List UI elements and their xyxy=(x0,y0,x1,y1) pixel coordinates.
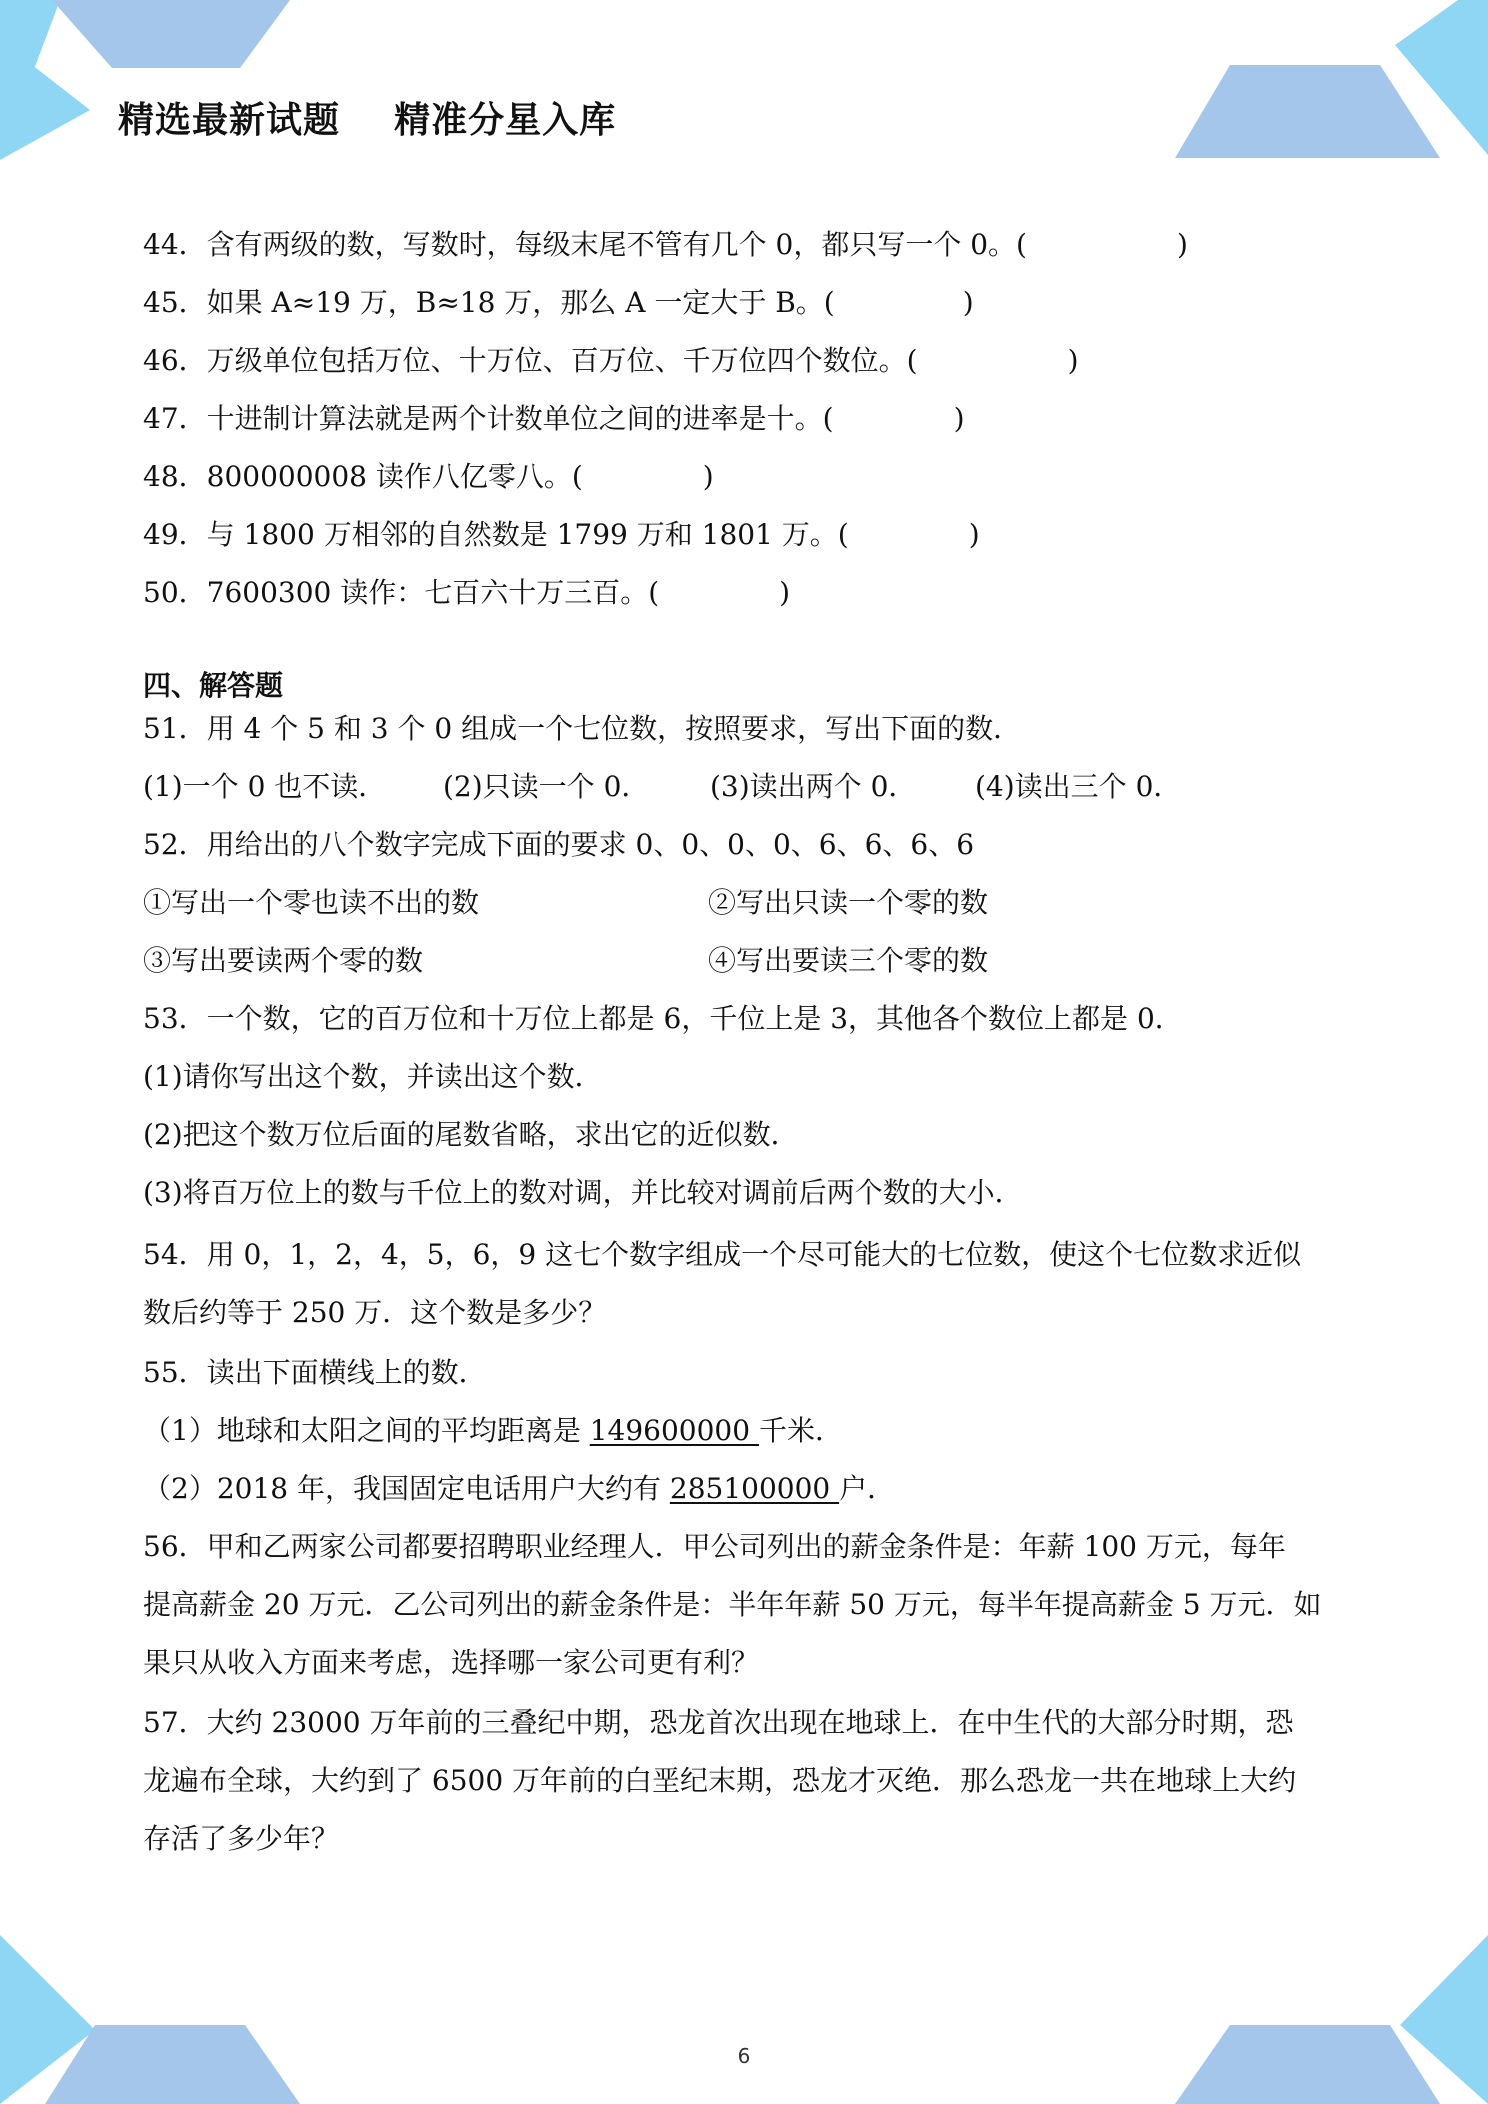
question-48 xyxy=(143,460,714,494)
question-part: (4)读出三个 0． xyxy=(975,770,1182,803)
question-57: 57．大约 23000 万年前的三叠纪中期，恐龙首次出现在地球上．在中生代的大部分时期，恐 xyxy=(143,1706,1294,1739)
question-part: ④写出要读三个零的数 xyxy=(708,944,989,977)
answer-bracket: ) xyxy=(702,460,714,493)
question-part: (1)一个 0 也不读． xyxy=(143,770,387,803)
underlined-number: 285100000 xyxy=(669,1472,840,1505)
question-52-parts xyxy=(143,944,1353,978)
question-text: 48．800000008 读作八亿零八。( xyxy=(143,460,583,493)
question-57-cont: 存活了多少年？ xyxy=(143,1822,340,1855)
question-part: ③写出要读两个零的数 xyxy=(143,944,424,977)
question-part: ①写出一个零也读不出的数 xyxy=(143,886,480,919)
answer-bracket: ) xyxy=(962,286,974,319)
question-46 xyxy=(143,344,1079,378)
question-part: (3)读出两个 0． xyxy=(710,770,917,803)
question-55-part1 xyxy=(143,1414,843,1448)
question-47 xyxy=(143,402,965,436)
answer-bracket: ) xyxy=(968,518,980,551)
question-text: 47．十进制计算法就是两个计数单位之间的进率是十。( xyxy=(143,402,834,435)
question-part-text: 千米． xyxy=(758,1414,843,1447)
question-55: 55．读出下面横线上的数． xyxy=(143,1356,487,1389)
underlined-number: 149600000 xyxy=(589,1414,759,1447)
question-part-text: 户． xyxy=(839,1472,896,1505)
question-51: 51．用 4 个 5 和 3 个 0 组成一个七位数，按照要求，写出下面的数． xyxy=(143,712,1022,745)
section-title: 四、解答题 xyxy=(143,669,284,702)
answer-bracket: ) xyxy=(779,576,791,609)
question-49 xyxy=(143,518,980,552)
question-51-parts xyxy=(143,770,1353,804)
question-52-parts xyxy=(143,886,1353,920)
question-part: (2)把这个数万位后面的尾数省略，求出它的近似数． xyxy=(143,1118,799,1151)
question-56-cont: 果只从收入方面来考虑，选择哪一家公司更有利？ xyxy=(143,1646,760,1679)
question-part-text: （1）地球和太阳之间的平均距离是 xyxy=(143,1414,590,1447)
question-56-cont: 提高薪金 20 万元．乙公司列出的薪金条件是：半年年薪 50 万元，每半年提高薪金 5 万元．如 xyxy=(143,1588,1322,1621)
answer-bracket: ) xyxy=(1177,228,1188,261)
question-part: (2)只读一个 0． xyxy=(443,770,650,803)
question-56: 56．甲和乙两家公司都要招聘职业经理人．甲公司列出的薪金条件是：年薪 100 万元，每年 xyxy=(143,1530,1286,1563)
header-title: 精选最新试题 精准分星入库 xyxy=(118,100,617,141)
question-text: 46．万级单位包括万位、十万位、百万位、千万位四个数位。( xyxy=(143,344,918,377)
page-number: 6 xyxy=(737,2044,751,2068)
question-50 xyxy=(143,576,790,610)
question-part: (1)请你写出这个数，并读出这个数． xyxy=(143,1060,603,1093)
question-text: 44．含有两级的数，写数时，每级末尾不管有几个 0，都只写一个 0。( xyxy=(143,228,1027,261)
question-text: 45．如果 A≈19 万，B≈18 万，那么 A 一定大于 B。( xyxy=(143,286,835,319)
question-45 xyxy=(143,286,974,320)
top-right-triangle-shape xyxy=(1395,0,1488,155)
top-right-trapezoid-shape xyxy=(1175,65,1440,158)
question-text: 50．7600300 读作：七百六十万三百。( xyxy=(143,576,660,609)
question-text: 49．与 1800 万相邻的自然数是 1799 万和 1801 万。( xyxy=(143,518,849,551)
bottom-right-triangle-shape xyxy=(1400,1935,1488,2104)
question-55-part2 xyxy=(143,1472,895,1506)
top-left-trapezoid-shape xyxy=(52,0,290,68)
question-53: 53．一个数，它的百万位和十万位上都是 6，千位上是 3，其他各个数位上都是 0． xyxy=(143,1002,1183,1035)
question-54-cont: 数后约等于 250 万．这个数是多少？ xyxy=(143,1296,607,1329)
question-part: ②写出只读一个零的数 xyxy=(708,886,989,919)
top-left-triangle-shape xyxy=(0,0,60,160)
question-54: 54．用 0，1，2，4，5，6，9 这七个数字组成一个尽可能大的七位数，使这个七位数求近似 xyxy=(143,1238,1302,1271)
question-57-cont: 龙遍布全球，大约到了 6500 万年前的白垩纪末期，恐龙才灭绝．那么恐龙一共在地球上大约 xyxy=(143,1764,1297,1797)
answer-bracket: ) xyxy=(1067,344,1079,377)
answer-bracket: ) xyxy=(953,402,965,435)
question-part: (3)将百万位上的数与千位上的数对调，并比较对调前后两个数的大小． xyxy=(143,1176,1023,1209)
question-part-text: （2）2018 年，我国固定电话用户大约有 xyxy=(143,1472,670,1505)
question-52: 52．用给出的八个数字完成下面的要求 0、0、0、0、6、6、6、6 xyxy=(143,828,975,861)
question-44 xyxy=(143,228,1188,262)
top-left-triangle-shape xyxy=(0,40,90,160)
bottom-left-triangle-shape xyxy=(0,1935,95,2104)
